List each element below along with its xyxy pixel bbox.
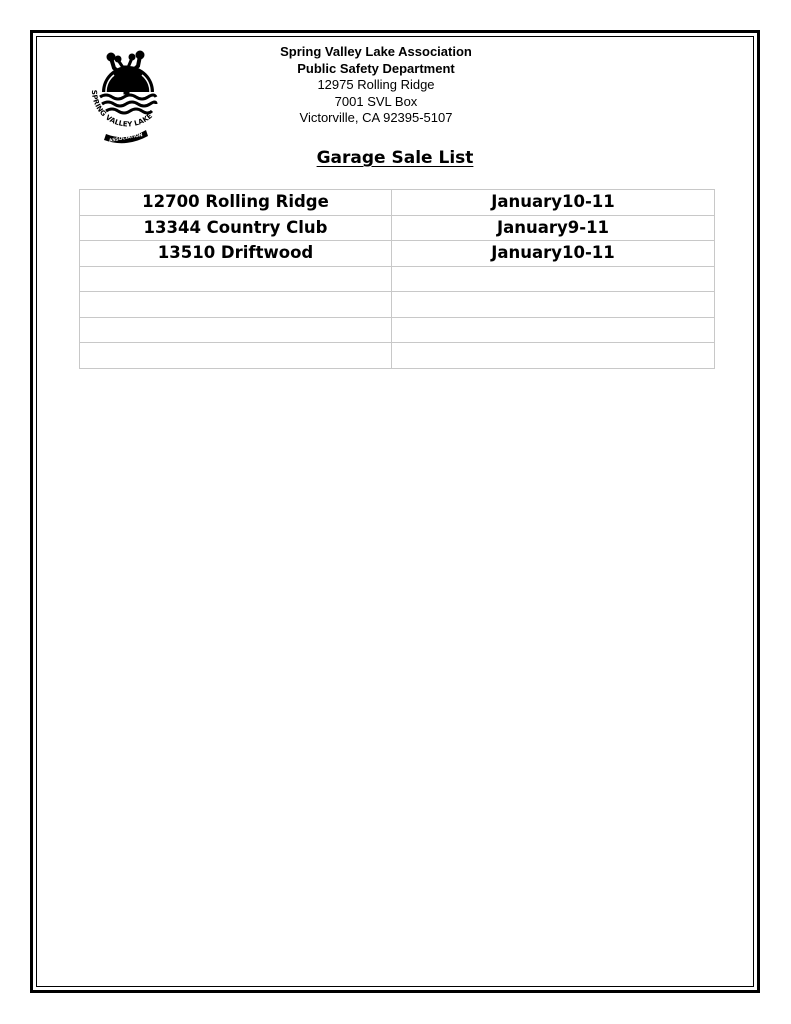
table-row — [80, 215, 715, 241]
page-border-inner — [36, 36, 754, 987]
department-name: Public Safety Department — [297, 60, 455, 76]
table-row — [80, 190, 715, 216]
address-line-2: 7001 SVL Box — [334, 93, 418, 109]
sale-dates — [392, 266, 715, 292]
sale-address — [80, 292, 392, 318]
address-line-1: 12975 Rolling Ridge — [317, 77, 435, 92]
document-title: Garage Sale List — [316, 148, 474, 168]
spring-valley-lake-logo — [84, 48, 168, 148]
table-row — [80, 266, 715, 292]
sale-address: 12700 Rolling Ridge — [80, 190, 392, 216]
table-row — [80, 292, 715, 318]
sale-dates — [392, 292, 715, 318]
table-row — [80, 343, 715, 369]
garage-sale-table — [79, 189, 715, 369]
sale-dates — [392, 343, 715, 369]
svg-text:ASSOCIATION: ASSOCIATION — [108, 133, 144, 144]
sale-address — [80, 343, 392, 369]
table-row — [80, 317, 715, 343]
organization-name: Spring Valley Lake Association — [280, 44, 472, 59]
city-state-zip: Victorville, CA 92395-5107 — [299, 110, 453, 125]
sale-dates — [392, 317, 715, 343]
table-row — [80, 241, 715, 267]
sale-address: 13510 Driftwood — [80, 241, 392, 267]
sale-address — [80, 266, 392, 292]
letterhead — [200, 44, 552, 127]
sale-address — [80, 317, 392, 343]
sale-dates: January10-11 — [392, 190, 715, 216]
svg-text:SPRING VALLEY LAKE: SPRING VALLEY LAKE — [89, 89, 155, 129]
sale-address: 13344 Country Club — [80, 215, 392, 241]
sale-dates: January9-11 — [392, 215, 715, 241]
sale-dates: January10-11 — [392, 241, 715, 267]
